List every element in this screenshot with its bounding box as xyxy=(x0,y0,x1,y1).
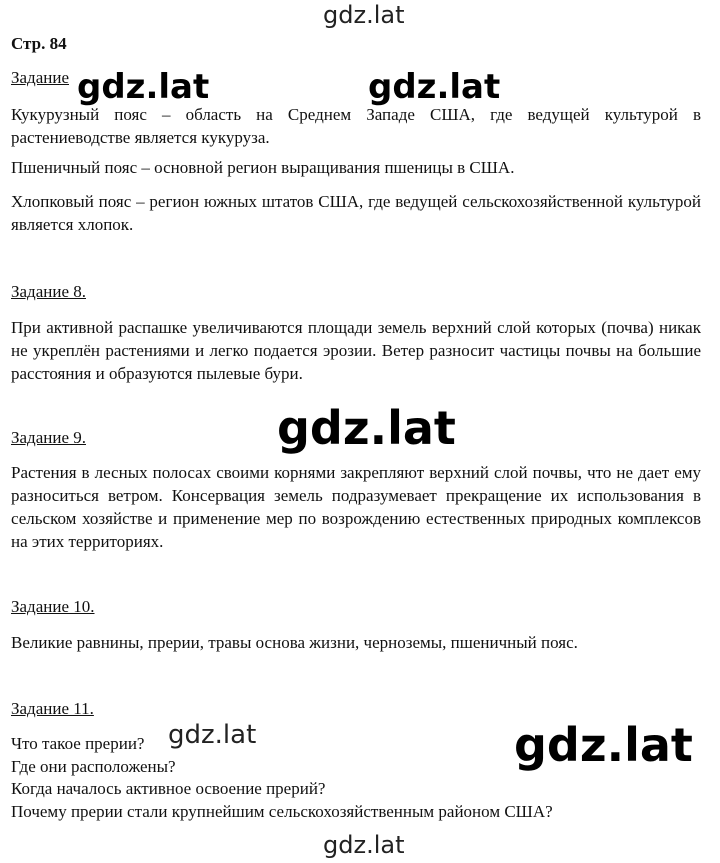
watermark-middle: gdz.lat xyxy=(277,401,456,455)
task-8-heading: Задание 8. xyxy=(11,282,86,301)
watermark-bottom: gdz.lat xyxy=(323,831,405,859)
task-7-heading: Задание xyxy=(11,68,69,87)
watermark-top: gdz.lat xyxy=(323,1,405,29)
task-11-question-3: Когда началось активное освоение прерий? xyxy=(11,779,326,798)
task-10-paragraph: Великие равнины, прерии, травы основа жизни, черноземы, пшеничный пояс. xyxy=(11,633,578,652)
task-9-heading: Задание 9. xyxy=(11,428,86,447)
watermark-large: gdz.lat xyxy=(514,718,693,772)
task-9-paragraph: Растения в лесных полосах своими корнями закрепляют верхний слой почвы, что не дает ему разноситься ветром. Консервация земель подразумевает прекращение их использования в сельском хозяйстве и применение мер по возрождению естественных природных комплексов на этих территориях. xyxy=(11,463,701,551)
watermark-bold-left: gdz.lat xyxy=(77,67,210,107)
task-7-paragraph-2: Пшеничный пояс – основной регион выращивания пшеницы в США. xyxy=(11,158,515,177)
task-11-question-2: Где они расположены? xyxy=(11,757,176,776)
task-11-heading: Задание 11. xyxy=(11,699,94,718)
task-11-question-4: Почему прерии стали крупнейшим сельскохозяйственным районом США? xyxy=(11,802,553,821)
task-11-question-1: Что такое прерии? xyxy=(11,734,145,753)
page-number: Стр. 84 xyxy=(11,34,67,53)
task-10-heading: Задание 10. xyxy=(11,597,95,616)
task-8-paragraph: При активной распашке увеличиваются площади земель верхний слой которых (почва) никак не укреплён растениями и легко подается эрозии. Ветер разносит частицы почвы на большие расстояния и образуются пылевые бури. xyxy=(11,318,701,383)
watermark-small: gdz.lat xyxy=(168,720,257,750)
task-7-paragraph-1: Кукурузный пояс – область на Среднем Западе США, где ведущей культурой в растениеводстве является кукуруза. xyxy=(11,105,701,147)
task-7-paragraph-3: Хлопковый пояс – регион южных штатов США, где ведущей сельскохозяйственной культурой является хлопок. xyxy=(11,192,701,234)
watermark-bold-right: gdz.lat xyxy=(368,67,501,107)
